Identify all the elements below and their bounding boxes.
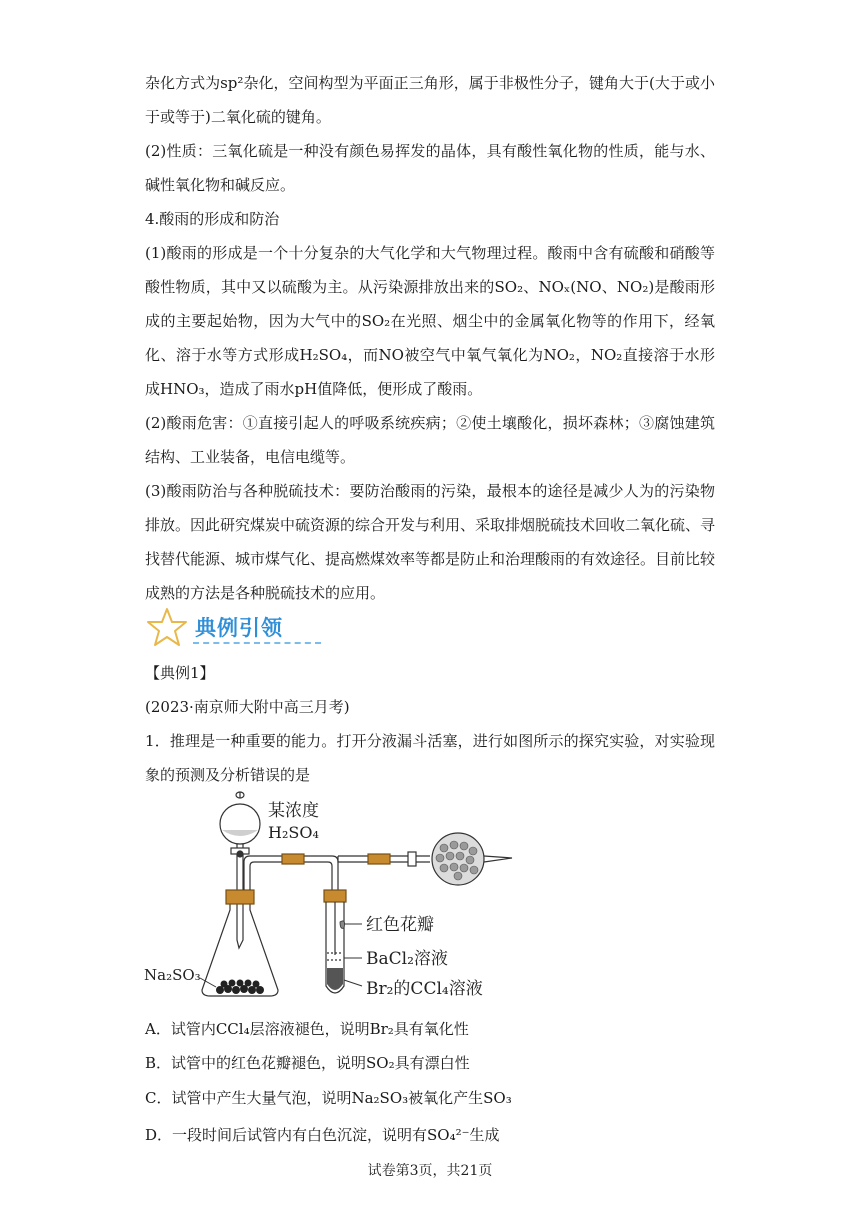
section-underline [193, 642, 321, 644]
page-footer: 试卷第3页，共21页 [367, 1163, 493, 1179]
heading-acid-rain: 4.酸雨的形成和防治 [145, 210, 280, 228]
star-icon [145, 606, 189, 650]
experiment-figure [140, 790, 520, 1005]
paragraph-acid-rain-formation: (1)酸雨的形成是一个十分复杂的大气化学和大气物理过程。酸雨中含有硫酸和硝酸等酸性物质，其中又以硫酸为主。从污染源排放出来的SO₂、NOₓ(NO、NO₂)是酸雨形成的主要起始物，因为大气中的SO₂在光照、烟尘中的金属氧化物等的作用下，经氧化、溶于水等方式形成H₂SO₄，而NO被空气中氧气氧化为NO₂，NO₂直接溶于水形成HNO₃，造成了雨水pH值降低，便形成了酸雨。 [145, 244, 715, 398]
drying-tube [432, 833, 512, 885]
section-title: 典例引领 [195, 616, 283, 640]
option-b: B．试管中的红色花瓣褪色，说明SO₂具有漂白性 [145, 1054, 470, 1072]
na2so3-solid [216, 980, 264, 995]
example-label: 【典例1】 [145, 664, 215, 682]
question-text: 1．推理是一种重要的能力。打开分液漏斗活塞，进行如图所示的探究实验，对实验现象的预测及分析错误的是 [145, 732, 715, 784]
flask-label-na2so3: Na₂SO₃ [144, 966, 201, 984]
section-banner [145, 604, 385, 648]
example-source: (2023·南京师大附中高三月考) [145, 698, 350, 716]
paragraph-so3-structure: 杂化方式为sp²杂化，空间构型为平面正三角形，属于非极性分子，键角大于(大于或小于或等于)二氧化硫的键角。 [145, 74, 715, 126]
paragraph-acid-rain-prevention: (3)酸雨防治与各种脱硫技术：要防治酸雨的污染，最根本的途径是减少人为的污染物排放。因此研究煤炭中硫资源的综合开发与利用、采取排烟脱硫技术回收二氧化硫、寻找替代能源、城市煤气化、提高燃煤效率等都是防止和治理酸雨的有效途径。目前比较成熟的方法是各种脱硫技术的应用。 [145, 482, 716, 602]
funnel-label-h2so4: H₂SO₄ [268, 823, 319, 842]
option-a: A．试管内CCl₄层溶液褪色，说明Br₂具有氧化性 [145, 1020, 469, 1038]
option-d: D．一段时间后试管内有白色沉淀，说明有SO₄²⁻生成 [145, 1126, 500, 1144]
petal-label: 红色花瓣 [366, 915, 434, 935]
option-c: C．试管中产生大量气泡，说明Na₂SO₃被氧化产生SO₃ [145, 1089, 512, 1107]
funnel-label-concentration: 某浓度 [268, 801, 319, 821]
apparatus-diagram [140, 790, 520, 1005]
test-tube [324, 890, 346, 993]
bacl2-label: BaCl₂溶液 [366, 949, 448, 969]
paragraph-acid-rain-harm: (2)酸雨危害：①直接引起人的呼吸系统疾病；②使土壤酸化，损坏森林；③腐蚀建筑结构、工业装备，电信电缆等。 [145, 414, 715, 466]
paragraph-so3-properties: (2)性质：三氧化硫是一种没有颜色易挥发的晶体，具有酸性氧化物的性质，能与水、碱性氧化物和碱反应。 [145, 142, 715, 194]
br2-ccl4-label: Br₂的CCl₄溶液 [366, 979, 483, 999]
